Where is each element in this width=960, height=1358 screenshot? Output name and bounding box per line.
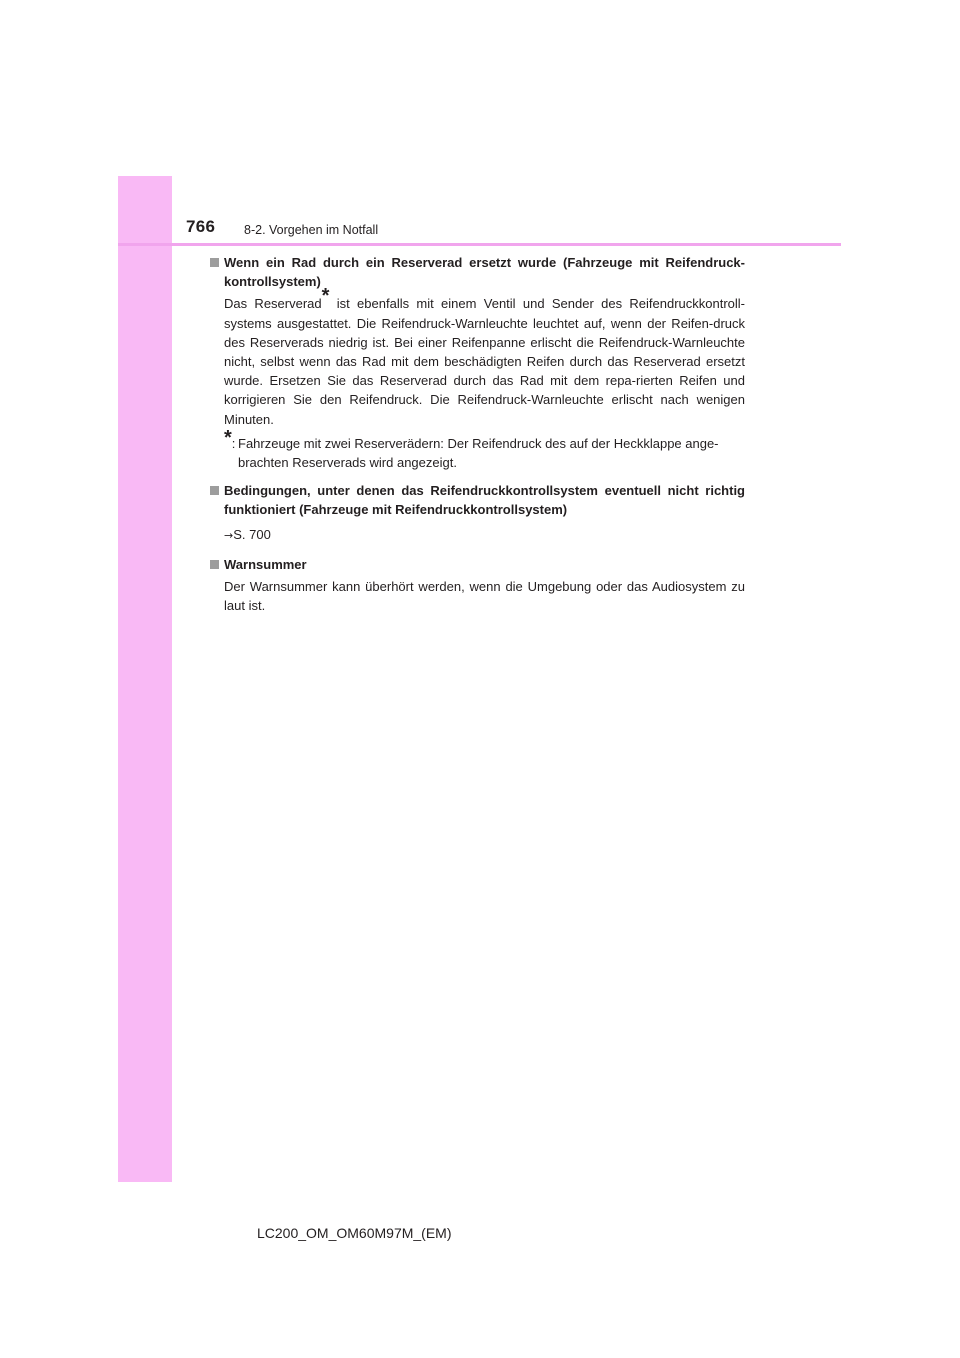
section-spare-wheel — [210, 253, 745, 472]
footnote-asterisk: * — [224, 426, 232, 449]
body-paragraph — [210, 285, 745, 428]
footnote-text: Fahrzeuge mit zwei Reserverädern: Der Reifendruck des auf der Heckklappe ange-brachten Reserverads wird angezeigt. — [238, 435, 719, 471]
section-title: 8-2. Vorgehen im Notfall — [244, 223, 379, 237]
square-bullet-icon — [210, 486, 219, 495]
header-rule — [118, 243, 841, 246]
section-warning-buzzer — [210, 555, 745, 616]
heading-text: Bedingungen, unter denen das Reifendruckkontrollsystem eventuell nicht richtig funktioniert (Fahrzeuge mit Reifendruckkontrollsystem) — [224, 483, 745, 518]
footnote-colon: : — [231, 435, 236, 451]
page-content — [210, 253, 745, 621]
chapter-side-band — [118, 176, 172, 1182]
page-number: 766 — [186, 217, 216, 236]
square-bullet-icon — [210, 258, 219, 267]
body-start: Das Reserverad — [224, 296, 322, 312]
heading-text: Warnsummer — [224, 556, 307, 572]
square-bullet-icon — [210, 560, 219, 569]
section-heading — [210, 481, 745, 519]
section-heading — [210, 555, 745, 574]
footnote — [210, 426, 745, 472]
footnote-mark — [224, 426, 236, 453]
asterisk-marker: * — [321, 285, 330, 308]
section-tpms-conditions — [210, 481, 745, 545]
arrow-right-icon: → — [224, 528, 234, 542]
body-rest: ist ebenfalls mit einem Ventil und Sender des Reifendruckkontroll-systems ausgestattet. Die Reifendruck-Warnleuchte leuchtet auf, wenn der Reifen-druck des Reserverads niedrig ist. Bei einer Reifenpanne erlischt die Reifendruck-Warnleuchte nicht, selbst wenn das Rad mit dem beschädigten Reifen durch das Reserverad ersetzt wurde. Ersetzen Sie das Reserverad durch das Rad mit dem repa-rierten Reifen und korrigieren Sie den Reifendruck. Die Reifendruck-Warnleuchte erlischt nach wenigen Minuten. — [224, 296, 745, 427]
heading-text: Wenn ein Rad durch ein Reserverad ersetzt wurde (Fahrzeuge mit Reifendruck-kontrollsystem) — [224, 255, 745, 290]
section-heading — [210, 253, 745, 291]
page-reference-link[interactable] — [210, 525, 745, 545]
document-id: LC200_OM_OM60M97M_(EM) — [257, 1225, 452, 1241]
body-paragraph: Der Warnsummer kann überhört werden, wenn die Umgebung oder das Audiosystem zu laut ist. — [224, 579, 745, 614]
page-reference-text: S. 700 — [233, 526, 271, 542]
